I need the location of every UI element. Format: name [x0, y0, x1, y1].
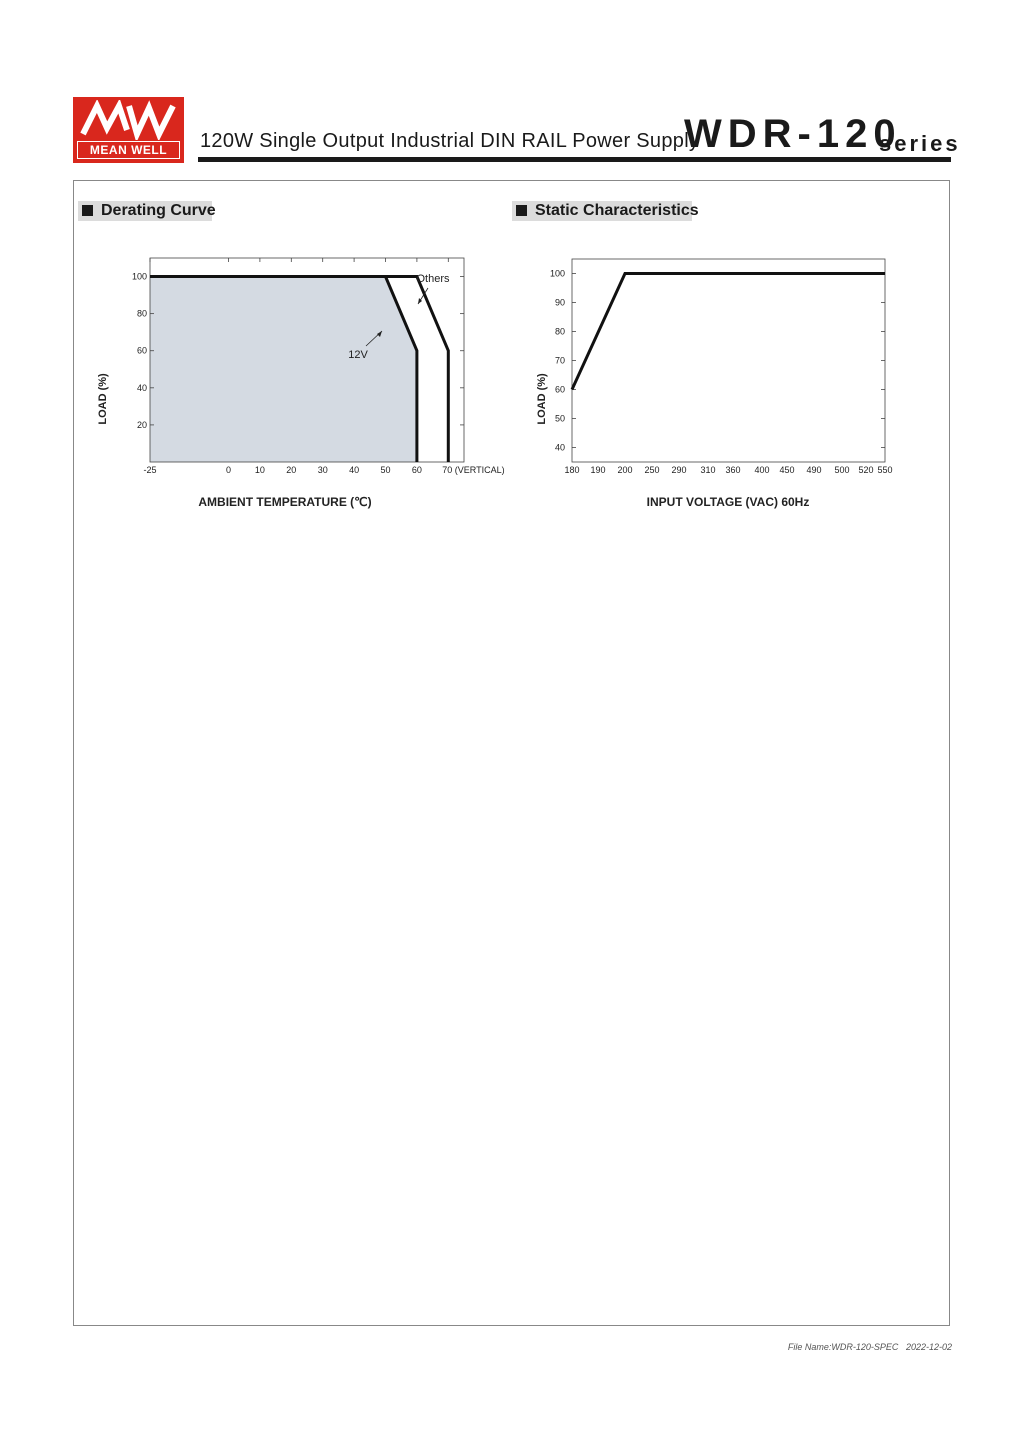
- footer-file-name: File Name:WDR-120-SPEC: [787, 1342, 899, 1352]
- x-tick-label: 310: [700, 465, 716, 475]
- x-tick-label: 550: [877, 465, 893, 475]
- y-tick-label: 60: [554, 384, 565, 395]
- x-tick-label: 70 (VERTICAL): [442, 465, 505, 475]
- annotation-12v: 12V: [348, 349, 368, 361]
- y-tick-label: 20: [136, 419, 147, 430]
- x-tick-label: 360: [725, 465, 741, 475]
- x-tick-label: 30: [317, 465, 328, 475]
- x-tick-label: 500: [834, 465, 850, 475]
- y-tick-label: 100: [549, 268, 565, 279]
- y-tick-label: 60: [136, 345, 147, 356]
- x-tick-label: 50: [380, 465, 391, 475]
- x-tick-label: 450: [779, 465, 795, 475]
- x-tick-label: 290: [671, 465, 687, 475]
- y-tick-label: 50: [554, 413, 565, 424]
- x-tick-label: 520: [858, 465, 874, 475]
- x-axis-label: INPUT VOLTAGE (VAC) 60Hz: [646, 495, 810, 509]
- static-characteristics-chart: [0, 0, 1024, 560]
- static-characteristics-heading: Static Characteristics: [512, 201, 692, 221]
- x-tick-label: 40: [349, 465, 360, 475]
- x-axis-label: AMBIENT TEMPERATURE (℃): [198, 495, 372, 509]
- y-tick-label: 80: [136, 308, 147, 319]
- x-tick-label: -25: [143, 465, 157, 475]
- x-tick-label: 190: [590, 465, 606, 475]
- document-title: 120W Single Output Industrial DIN RAIL Power Supply: [200, 130, 700, 152]
- footer-date: 2022-12-02: [905, 1342, 952, 1352]
- x-tick-label: 250: [644, 465, 660, 475]
- derating-curve-heading: Derating Curve: [78, 201, 212, 221]
- y-tick-label: 80: [554, 326, 565, 337]
- annotation-others: Others: [416, 273, 450, 285]
- y-tick-label: 40: [136, 382, 147, 393]
- y-tick-label: 90: [554, 297, 565, 308]
- x-tick-label: 490: [806, 465, 822, 475]
- x-tick-label: 200: [617, 465, 633, 475]
- static-load-line: [572, 274, 885, 390]
- footer-file-info: [700, 1342, 952, 1352]
- x-tick-label: 60: [411, 465, 422, 475]
- x-tick-label: 10: [254, 465, 265, 475]
- y-tick-label: 40: [554, 442, 565, 453]
- x-tick-label: 400: [754, 465, 770, 475]
- y-tick-label: 100: [131, 271, 147, 282]
- series-label: series: [879, 131, 961, 156]
- y-axis-label: LOAD (%): [536, 373, 548, 425]
- y-axis-label: LOAD (%): [97, 373, 109, 425]
- y-tick-label: 70: [554, 355, 565, 366]
- logo-wordmark: MEAN WELL: [77, 141, 180, 159]
- x-tick-label: 0: [225, 465, 232, 475]
- model-number: WDR-120: [684, 112, 902, 156]
- x-tick-label: 20: [286, 465, 297, 475]
- x-tick-label: 180: [564, 465, 580, 475]
